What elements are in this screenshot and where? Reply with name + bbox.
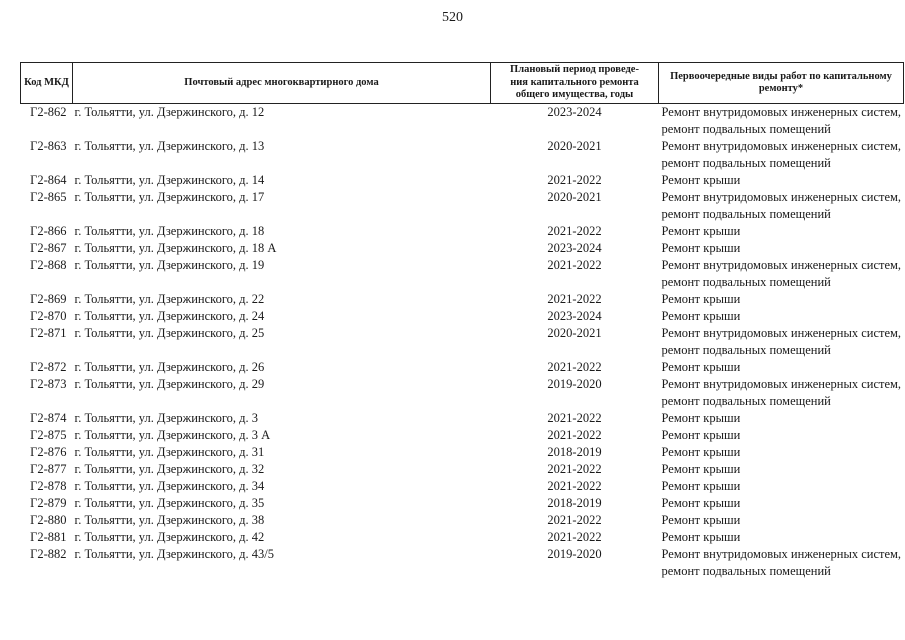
table-row	[21, 427, 904, 444]
row-address: г. Тольятти, ул. Дзержинского, д. 29	[74, 377, 265, 391]
row-code: Г2-882	[30, 547, 67, 561]
row-period: 2019-2020	[547, 377, 602, 391]
row-period: 2021-2022	[547, 411, 602, 425]
row-works-line: ремонт подвальных помещений	[661, 394, 831, 408]
row-period: 2021-2022	[547, 173, 602, 187]
row-works	[659, 172, 904, 189]
row-works	[659, 308, 904, 325]
row-works	[659, 427, 904, 444]
row-address: г. Тольятти, ул. Дзержинского, д. 32	[74, 462, 265, 476]
row-works-line: Ремонт крыши	[661, 224, 741, 238]
table-row	[21, 444, 904, 461]
header-works-line: ремонту*	[758, 83, 804, 94]
table-row	[21, 325, 904, 359]
row-code: Г2-878	[30, 479, 67, 493]
row-works-line: Ремонт внутридомовых инженерных систем,	[661, 190, 902, 204]
row-code: Г2-876	[30, 445, 67, 459]
row-period: 2023-2024	[547, 241, 602, 255]
row-period: 2021-2022	[547, 292, 602, 306]
row-address: г. Тольятти, ул. Дзержинского, д. 26	[74, 360, 265, 374]
row-address: г. Тольятти, ул. Дзержинского, д. 14	[74, 173, 265, 187]
row-works-line: Ремонт крыши	[661, 428, 741, 442]
row-works	[659, 529, 904, 546]
row-code: Г2-868	[30, 258, 67, 272]
row-code: Г2-875	[30, 428, 67, 442]
table-body	[21, 104, 904, 581]
row-code: Г2-871	[30, 326, 67, 340]
row-code: Г2-877	[30, 462, 67, 476]
row-works-line: Ремонт крыши	[661, 513, 741, 527]
table-row	[21, 104, 904, 139]
row-works-line: ремонт подвальных помещений	[661, 275, 831, 289]
row-works-line: Ремонт внутридомовых инженерных систем,	[661, 139, 902, 153]
row-address: г. Тольятти, ул. Дзержинского, д. 25	[74, 326, 265, 340]
row-period: 2020-2021	[547, 326, 602, 340]
row-code: Г2-880	[30, 513, 67, 527]
row-works	[659, 223, 904, 240]
row-code: Г2-869	[30, 292, 67, 306]
table-row	[21, 495, 904, 512]
row-period: 2018-2019	[547, 496, 602, 510]
row-address: г. Тольятти, ул. Дзержинского, д. 38	[74, 513, 265, 527]
table-row	[21, 461, 904, 478]
row-period: 2021-2022	[547, 513, 602, 527]
row-works-line: Ремонт крыши	[661, 530, 741, 544]
row-works	[659, 104, 904, 139]
table-row	[21, 546, 904, 580]
row-works-line: ремонт подвальных помещений	[661, 207, 831, 221]
row-works-line: Ремонт крыши	[661, 173, 741, 187]
row-address: г. Тольятти, ул. Дзержинского, д. 35	[74, 496, 265, 510]
row-period: 2021-2022	[547, 428, 602, 442]
table-row	[21, 359, 904, 376]
row-works	[659, 461, 904, 478]
row-code: Г2-874	[30, 411, 67, 425]
row-address: г. Тольятти, ул. Дзержинского, д. 18	[74, 224, 265, 238]
row-address: г. Тольятти, ул. Дзержинского, д. 19	[74, 258, 265, 272]
row-period: 2023-2024	[547, 105, 602, 119]
row-period: 2021-2022	[547, 258, 602, 272]
row-works-line: ремонт подвальных помещений	[661, 122, 831, 136]
row-address: г. Тольятти, ул. Дзержинского, д. 24	[74, 309, 265, 323]
header-code: Код МКД	[21, 63, 73, 104]
table-row	[21, 257, 904, 291]
row-works	[659, 240, 904, 257]
row-works-line: Ремонт крыши	[661, 479, 741, 493]
row-address: г. Тольятти, ул. Дзержинского, д. 34	[74, 479, 265, 493]
row-code: Г2-863	[30, 139, 67, 153]
row-works-line: Ремонт внутридомовых инженерных систем,	[661, 326, 902, 340]
row-code: Г2-867	[30, 241, 67, 255]
row-address: г. Тольятти, ул. Дзержинского, д. 31	[74, 445, 265, 459]
row-works-line: Ремонт крыши	[661, 411, 741, 425]
row-period: 2021-2022	[547, 530, 602, 544]
row-works	[659, 325, 904, 359]
header-address: Почтовый адрес многоквартирного дома	[73, 63, 491, 104]
row-period: 2020-2021	[547, 139, 602, 153]
header-works	[659, 63, 904, 104]
row-works	[659, 546, 904, 580]
table-header	[21, 63, 904, 104]
row-code: Г2-862	[30, 105, 67, 119]
row-code: Г2-872	[30, 360, 67, 374]
table-row	[21, 376, 904, 410]
table-row	[21, 291, 904, 308]
row-address: г. Тольятти, ул. Дзержинского, д. 18 А	[74, 241, 277, 255]
table-row	[21, 240, 904, 257]
row-address: г. Тольятти, ул. Дзержинского, д. 3 А	[74, 428, 271, 442]
row-works	[659, 376, 904, 410]
table-row	[21, 223, 904, 240]
row-works	[659, 138, 904, 172]
row-address: г. Тольятти, ул. Дзержинского, д. 43/5	[74, 547, 274, 561]
row-period: 2018-2019	[547, 445, 602, 459]
row-period: 2021-2022	[547, 462, 602, 476]
header-works-line: Первоочередные виды работ по капитальному	[670, 70, 892, 82]
row-works-line: Ремонт внутридомовых инженерных систем,	[661, 547, 902, 561]
row-period: 2021-2022	[547, 360, 602, 374]
row-code: Г2-873	[30, 377, 67, 391]
row-code: Г2-864	[30, 173, 67, 187]
header-period-line: Плановый период проведе-	[510, 64, 639, 76]
row-works-line: Ремонт крыши	[661, 462, 741, 476]
row-code: Г2-881	[30, 530, 67, 544]
row-works-line: ремонт подвальных помещений	[661, 564, 831, 578]
page-number: 520	[442, 10, 463, 25]
row-period: 2021-2022	[547, 479, 602, 493]
row-works-line: ремонт подвальных помещений	[661, 156, 831, 170]
row-works-line: Ремонт крыши	[661, 241, 741, 255]
row-period: 2019-2020	[547, 547, 602, 561]
row-works-line: Ремонт внутридомовых инженерных систем,	[661, 377, 902, 391]
row-works	[659, 495, 904, 512]
table-row	[21, 189, 904, 223]
header-period-line: общего имущества, годы	[515, 89, 634, 101]
row-address: г. Тольятти, ул. Дзержинского, д. 22	[74, 292, 265, 306]
table-row	[21, 172, 904, 189]
row-works	[659, 410, 904, 427]
row-code: Г2-866	[30, 224, 67, 238]
row-works	[659, 189, 904, 223]
row-works	[659, 444, 904, 461]
row-works-line: Ремонт крыши	[661, 360, 741, 374]
row-address: г. Тольятти, ул. Дзержинского, д. 42	[74, 530, 265, 544]
row-works-line: Ремонт крыши	[661, 496, 741, 510]
table-row	[21, 478, 904, 495]
header-period	[491, 63, 659, 104]
row-code: Г2-870	[30, 309, 67, 323]
table-row	[21, 512, 904, 529]
row-works	[659, 257, 904, 291]
row-address: г. Тольятти, ул. Дзержинского, д. 12	[74, 105, 265, 119]
row-address: г. Тольятти, ул. Дзержинского, д. 13	[74, 139, 265, 153]
table-row	[21, 529, 904, 546]
table-row	[21, 138, 904, 172]
row-period: 2023-2024	[547, 309, 602, 323]
table-row	[21, 308, 904, 325]
capital-repair-table	[20, 62, 904, 580]
row-works	[659, 291, 904, 308]
row-code: Г2-865	[30, 190, 67, 204]
row-works-line: Ремонт крыши	[661, 292, 741, 306]
row-address: г. Тольятти, ул. Дзержинского, д. 3	[74, 411, 258, 425]
row-works-line: Ремонт внутридомовых инженерных систем,	[661, 105, 902, 119]
row-code: Г2-879	[30, 496, 67, 510]
row-works-line: Ремонт крыши	[661, 309, 741, 323]
row-address: г. Тольятти, ул. Дзержинского, д. 17	[74, 190, 265, 204]
row-works	[659, 512, 904, 529]
row-works-line: Ремонт внутридомовых инженерных систем,	[661, 258, 902, 272]
table-row	[21, 410, 904, 427]
header-period-line: ния капитального ремонта	[510, 76, 639, 88]
row-works	[659, 359, 904, 376]
row-works-line: ремонт подвальных помещений	[661, 343, 831, 357]
row-period: 2020-2021	[547, 190, 602, 204]
row-works-line: Ремонт крыши	[661, 445, 741, 459]
row-period: 2021-2022	[547, 224, 602, 238]
row-works	[659, 478, 904, 495]
